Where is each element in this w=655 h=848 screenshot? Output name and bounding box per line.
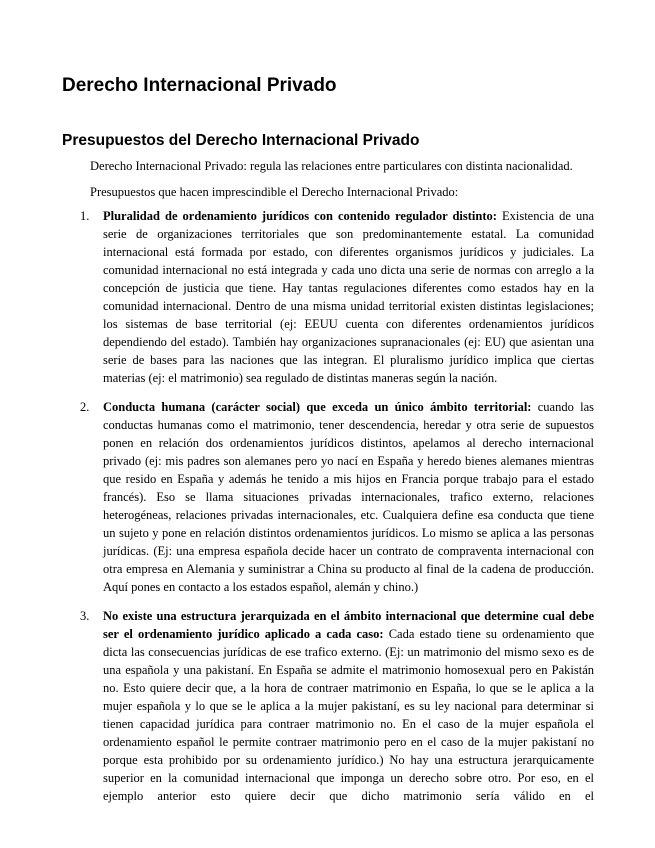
intro-presupuestos-paragraph: Presupuestos que hacen imprescindible el Derecho Internacional Privado: [90, 185, 459, 199]
list-item [0, 607, 655, 805]
document-title: Derecho Internacional Privado [62, 75, 337, 96]
section-title: Presupuestos del Derecho Internacional Privado [62, 132, 420, 149]
list-item-text: Existencia de una serie de organizaciones territoriales que son predominantemente estatal. La comunidad internacional está formada por estado, con diferentes organismos jurídicos y judiciales. La comunidad internacional no está integrada y cada uno dicta una serie de normas con arreglo a la concepción de justicia que tiene. Hay tantas regulaciones diferentes como estados hay en la comunidad internacional. Dentro de una misma unidad territorial existen distintas legislaciones; los sistemas de base territorial (ej: EEUU cuenta con diferentes ordenamientos jurídicos dependiendo del estado). También hay organizaciones supranacionales (ej: EU) que asientan una serie de bases para las naciones que las integran. El pluralismo jurídico implica que ciertas materias (ej: el matrimonio) sea regulado de distintas maneras según la nación. [103, 209, 594, 385]
list-item-number: 3. [80, 609, 90, 623]
presupuestos-list [0, 207, 655, 816]
list-item-number: 2. [80, 400, 90, 414]
intro-definition-paragraph: Derecho Internacional Privado: regula las relaciones entre particulares con distinta nacionalidad. [90, 159, 573, 173]
list-item-text: cuando las conductas humanas como el matrimonio, tener descendencia, heredar y otra serie de supuestos ponen en relación dos ordenamientos jurídicos distintos, apelamos al derecho internacional privado (ej: mis padres son alemanes pero yo nací en España y heredo bienes alemanes mientras que resido en España y además he tenido a mis hijos en Francia porque trabajo para el estado francés). Eso se llama situaciones privadas internacionales, trafico externo, relaciones heterogéneas, relaciones privadas internacionales, etc. Cualquiera define esa conducta que tiene un sujeto y pone en relación distintos ordenamientos jurídicos. Lo mismo se aplica a las personas jurídicas. (Ej: una empresa española decide hacer un contrato de compraventa internacional con otra empresa en Alemania y suministrar a China su producto al final de la cadena de producción. Aquí pones en contacto a los estados español, alemán y chino.) [103, 400, 595, 594]
list-item-body [103, 398, 594, 596]
list-item [0, 207, 655, 387]
list-item-lead: No existe una estructura jerarquizada en el ámbito internacional que determine cual debe ser el ordenamiento jurídico aplicado a cada caso: [103, 609, 594, 641]
list-item [0, 398, 655, 596]
list-item-lead: Conducta humana (carácter social) que exceda un único ámbito territorial: [103, 400, 532, 414]
list-item-number: 1. [80, 209, 90, 223]
list-item-text: Cada estado tiene su ordenamiento que dicta las consecuencias jurídicas de ese trafico externo. (Ej: un matrimonio del mismo sexo es de una española y una pakistaní. En España se admite el matrimonio homosexual pero en Pakistán no. Esto quiere decir que, a la hora de contraer matrimonio en España, lo que se le aplica a la mujer española y lo que se le aplica a la mujer pakistaní, es su ley nacional para determinar si tienen capacidad jurídica para contraer matrimonio no. En el caso de la mujer española el ordenamiento español le permite contraer matrimonio pero en el caso de la mujer pakistaní no porque esta prohibido por su ordenamiento jurídico.) No hay una estructura jerarquicamente superior en la comunidad internacional que imponga un derecho sobre otro. Por eso, en el ejemplo anterior esto quiere decir que dicho matrimonio sería válido en el [103, 627, 594, 803]
list-item-body [103, 607, 594, 805]
list-item-body [103, 207, 594, 387]
list-item-lead: Pluralidad de ordenamiento jurídicos con contenido regulador distinto: [103, 209, 497, 223]
